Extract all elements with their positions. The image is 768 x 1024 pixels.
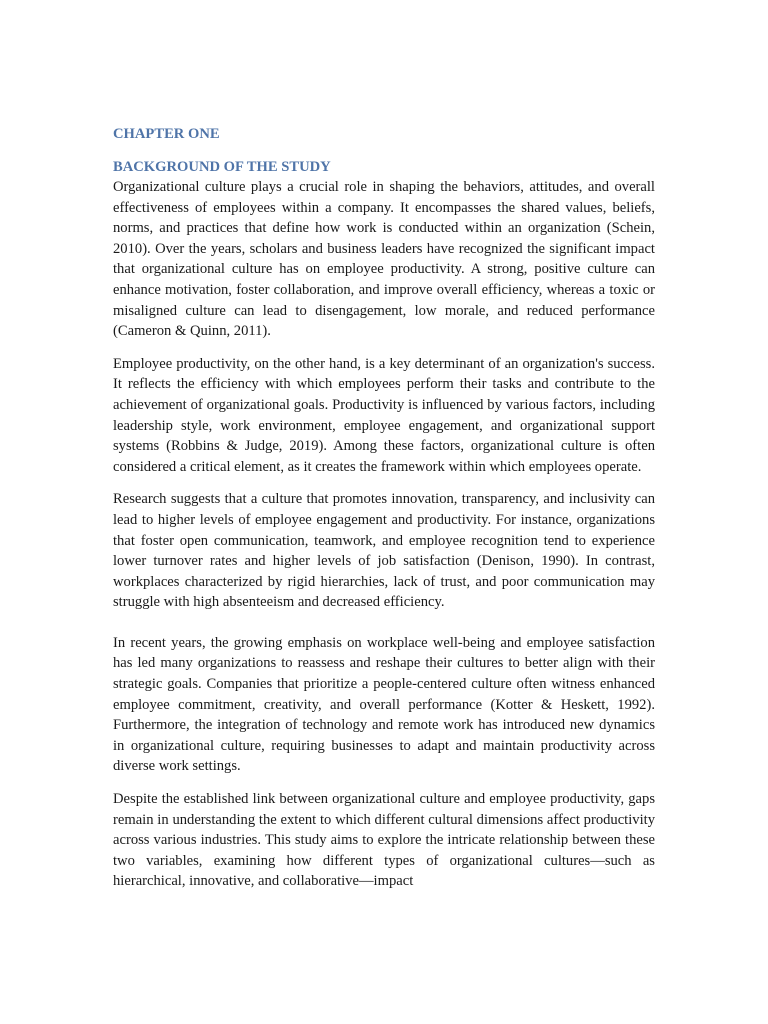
paragraph-3: Research suggests that a culture that promotes innovation, transparency, and inclusivity can lead to higher levels of employee engagement and productivity. For instance, organizations that foster open communication, teamwork, and employee recognition tend to experience lower turnover rates and higher levels of job satisfaction (Denison, 1990). In contrast, workplaces characterized by rigid hierarchies, lack of trust, and poor communication may struggle with high absenteeism and decreased efficiency.	[113, 491, 655, 611]
paragraph-4: In recent years, the growing emphasis on workplace well-being and employee satisfaction has led many organizations to reassess and reshape their cultures to better align with their strategic goals. Companies that prioritize a people-centered culture often witness enhanced employee commitment, creativity, and overall performance (Kotter & Heskett, 1992). Furthermore, the integration of technology and remote work has introduced new dynamics in organizational culture, requiring businesses to adapt and maintain productivity across diverse work settings.	[113, 634, 655, 775]
section-title: BACKGROUND OF THE STUDY	[113, 159, 331, 175]
paragraph-1: Organizational culture plays a crucial role in shaping the behaviors, attitudes, and overall effectiveness of employees within a company. It encompasses the shared values, beliefs, norms, and practices that define how work is conducted within an organization (Schein, 2010). Over the years, scholars and business leaders have recognized the significant impact that organizational culture has on employee productivity. A strong, positive culture can enhance motivation, foster collaboration, and improve overall efficiency, whereas a toxic or misaligned culture can lead to disengagement, low morale, and reduced performance (Cameron & Quinn, 2011).	[113, 179, 655, 340]
paragraph-2: Employee productivity, on the other hand, is a key determinant of an organization's success. It reflects the efficiency with which employees perform their tasks and contribute to the achievement of organizational goals. Productivity is influenced by various factors, including leadership style, work environment, employee engagement, and organizational support systems (Robbins & Judge, 2019). Among these factors, organizational culture is often considered a critical element, as it creates the framework within which employees operate.	[113, 355, 655, 475]
paragraph-5: Despite the established link between organizational culture and employee productivity, gaps remain in understanding the extent to which different cultural dimensions affect productivity across various industries. This study aims to explore the intricate relationship between these two variables, examining how different types of organizational cultures—such as hierarchical, innovative, and collaborative—impact	[113, 791, 655, 890]
chapter-title: CHAPTER ONE	[113, 126, 220, 142]
document-page	[113, 124, 655, 904]
